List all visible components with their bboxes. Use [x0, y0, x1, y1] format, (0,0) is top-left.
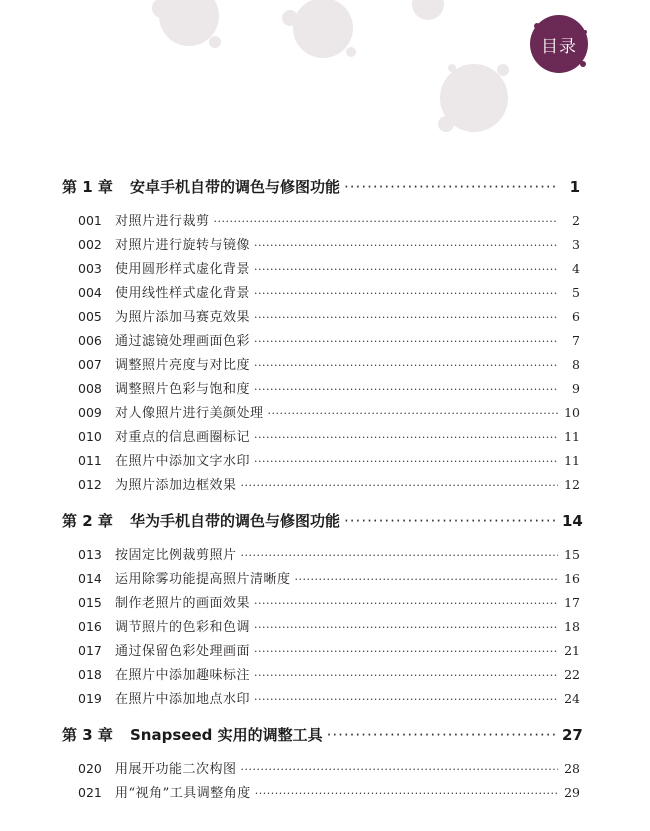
entry-page-number: 6: [572, 309, 580, 324]
leader-dots: [254, 335, 558, 348]
entry-title: 通过滤镜处理画面色彩: [115, 334, 251, 349]
leader-dots: [241, 549, 558, 562]
entry-title: 在照片中添加文字水印: [115, 454, 251, 469]
entry-number: 018: [78, 667, 102, 682]
toc-entry[interactable]: [62, 664, 580, 688]
entry-number: 009: [78, 405, 102, 420]
leader-dots: [254, 645, 558, 658]
leader-dots: [254, 359, 558, 372]
entry-page-number: 2: [572, 213, 580, 228]
entry-number: 007: [78, 357, 102, 372]
entry-number: 001: [78, 213, 102, 228]
entry-page-number: 21: [564, 643, 580, 658]
leader-dots: [268, 407, 558, 420]
toc-entry[interactable]: [62, 402, 580, 426]
entry-page-number: 4: [572, 261, 580, 276]
chapter-title: 华为手机自带的调色与修图功能: [130, 512, 341, 530]
leader-dots: [344, 178, 558, 196]
entry-title: 按固定比例裁剪照片: [115, 548, 237, 563]
entry-number: 012: [78, 477, 102, 492]
entry-number: 011: [78, 453, 102, 468]
entry-page-number: 11: [564, 429, 580, 444]
toc-entry[interactable]: [62, 616, 580, 640]
entry-page-number: 9: [572, 381, 580, 396]
toc-entry[interactable]: [62, 210, 580, 234]
entry-title: 用“视角”工具调整角度: [115, 786, 251, 801]
chapter-number: 第 2 章: [62, 512, 113, 530]
entry-number: 013: [78, 547, 102, 562]
leader-dots: [241, 479, 558, 492]
entry-title: 用展开功能二次构图: [115, 762, 237, 777]
chapter-heading[interactable]: [62, 724, 583, 748]
entry-page-number: 11: [564, 453, 580, 468]
entry-number: 008: [78, 381, 102, 396]
entry-title: 在照片中添加趣味标注: [115, 668, 251, 683]
toc-entry[interactable]: [62, 450, 580, 474]
entry-page-number: 18: [564, 619, 580, 634]
chapter-heading[interactable]: [62, 510, 583, 534]
entry-number: 002: [78, 237, 102, 252]
entry-page-number: 8: [572, 357, 580, 372]
chapter-page-number: 27: [562, 726, 583, 744]
chapter-page-number: 1: [569, 178, 580, 196]
chapter-heading[interactable]: [62, 176, 580, 200]
chapter-entries: [62, 544, 580, 712]
leader-dots: [254, 383, 558, 396]
table-of-contents: [62, 176, 583, 818]
chapter-entries: [62, 210, 580, 498]
leader-dots: [255, 787, 558, 800]
chapter-entries: [62, 758, 580, 806]
entry-number: 005: [78, 309, 102, 324]
leader-dots: [254, 239, 558, 252]
toc-entry[interactable]: [62, 688, 580, 712]
chapter-title: 安卓手机自带的调色与修图功能: [130, 178, 341, 196]
entry-title: 在照片中添加地点水印: [115, 692, 251, 707]
toc-entry[interactable]: [62, 782, 580, 806]
leader-dots: [214, 215, 558, 228]
toc-entry[interactable]: [62, 640, 580, 664]
toc-entry[interactable]: [62, 258, 580, 282]
toc-entry[interactable]: [62, 592, 580, 616]
leader-dots: [254, 287, 558, 300]
leader-dots: [254, 693, 558, 706]
toc-badge-label: 目录: [541, 36, 577, 57]
leader-dots: [254, 669, 558, 682]
entry-number: 019: [78, 691, 102, 706]
leader-dots: [254, 431, 558, 444]
entry-title: 通过保留色彩处理画面: [115, 644, 251, 659]
entry-title: 对重点的信息画圈标记: [115, 430, 251, 445]
entry-title: 调节照片的色彩和色调: [115, 620, 251, 635]
entry-title: 调整照片色彩与饱和度: [115, 382, 251, 397]
leader-dots: [327, 726, 558, 744]
toc-entry[interactable]: [62, 330, 580, 354]
entry-title: 对照片进行旋转与镜像: [115, 238, 251, 253]
toc-badge: [527, 12, 591, 76]
entry-page-number: 15: [564, 547, 580, 562]
entry-page-number: 10: [564, 405, 580, 420]
entry-page-number: 5: [572, 285, 580, 300]
entry-title: 对人像照片进行美颜处理: [115, 406, 264, 421]
entry-title: 调整照片亮度与对比度: [115, 358, 251, 373]
entry-number: 010: [78, 429, 102, 444]
entry-page-number: 24: [564, 691, 580, 706]
toc-entry[interactable]: [62, 426, 580, 450]
entry-page-number: 29: [564, 785, 580, 800]
entry-page-number: 28: [564, 761, 580, 776]
chapter-page-number: 14: [562, 512, 583, 530]
leader-dots: [254, 263, 558, 276]
entry-title: 使用线性样式虚化背景: [115, 286, 251, 301]
entry-page-number: 7: [572, 333, 580, 348]
entry-title: 为照片添加边框效果: [115, 478, 237, 493]
leader-dots: [344, 512, 558, 530]
entry-number: 014: [78, 571, 102, 586]
entry-number: 021: [78, 785, 102, 800]
entry-number: 017: [78, 643, 102, 658]
entry-title: 为照片添加马赛克效果: [115, 310, 251, 325]
leader-dots: [254, 311, 558, 324]
leader-dots: [295, 573, 558, 586]
entry-page-number: 12: [564, 477, 580, 492]
entry-number: 003: [78, 261, 102, 276]
entry-number: 020: [78, 761, 102, 776]
toc-entry[interactable]: [62, 474, 580, 498]
toc-entry[interactable]: [62, 544, 580, 568]
entry-page-number: 3: [572, 237, 580, 252]
entry-title: 运用除雾功能提高照片清晰度: [115, 572, 291, 587]
entry-title: 对照片进行裁剪: [115, 214, 210, 229]
toc-entry[interactable]: [62, 306, 580, 330]
chapter-number: 第 3 章: [62, 726, 113, 744]
chapter-number: 第 1 章: [62, 178, 113, 196]
leader-dots: [254, 597, 558, 610]
toc-entry[interactable]: [62, 758, 580, 782]
entry-number: 004: [78, 285, 102, 300]
entry-number: 016: [78, 619, 102, 634]
chapter-title: Snapseed 实用的调整工具: [130, 726, 323, 744]
entry-number: 006: [78, 333, 102, 348]
entry-page-number: 22: [564, 667, 580, 682]
entry-page-number: 17: [564, 595, 580, 610]
toc-entry[interactable]: [62, 282, 580, 306]
leader-dots: [241, 763, 558, 776]
entry-title: 使用圆形样式虚化背景: [115, 262, 251, 277]
entry-page-number: 16: [564, 571, 580, 586]
toc-entry[interactable]: [62, 378, 580, 402]
entry-title: 制作老照片的画面效果: [115, 596, 251, 611]
leader-dots: [254, 455, 558, 468]
toc-entry[interactable]: [62, 568, 580, 592]
leader-dots: [254, 621, 558, 634]
entry-number: 015: [78, 595, 102, 610]
toc-entry[interactable]: [62, 234, 580, 258]
toc-entry[interactable]: [62, 354, 580, 378]
